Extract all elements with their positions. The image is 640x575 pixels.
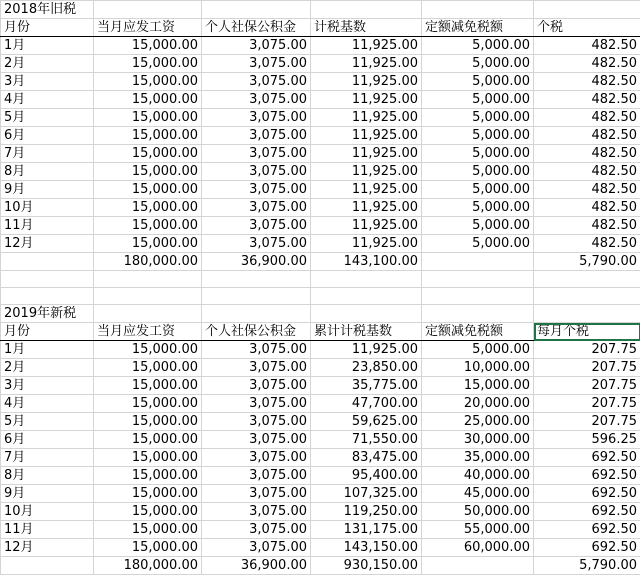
value-cell[interactable]: 20,000.00	[422, 395, 534, 413]
value-cell[interactable]: 3,075.00	[202, 181, 311, 199]
value-cell[interactable]: 59,625.00	[311, 413, 422, 431]
table-row	[1, 235, 640, 253]
month-cell[interactable]: 2月	[1, 359, 94, 377]
table-row	[1, 413, 640, 431]
value-cell[interactable]: 15,000.00	[94, 163, 202, 181]
table-row	[1, 199, 640, 217]
section-title-row	[1, 305, 640, 323]
value-cell[interactable]: 11,925.00	[311, 127, 422, 145]
empty-cell[interactable]	[202, 1, 311, 19]
value-cell[interactable]: 95,400.00	[311, 467, 422, 485]
value-cell[interactable]: 692.50	[534, 521, 640, 539]
value-cell[interactable]: 55,000.00	[422, 521, 534, 539]
total-cell[interactable]: 180,000.00	[94, 253, 202, 271]
value-cell[interactable]: 60,000.00	[422, 539, 534, 557]
month-cell[interactable]: 3月	[1, 73, 94, 91]
empty-cell[interactable]	[1, 271, 94, 288]
empty-cell[interactable]	[534, 288, 640, 305]
month-cell[interactable]: 9月	[1, 485, 94, 503]
empty-cell[interactable]	[94, 271, 202, 288]
value-cell[interactable]: 3,075.00	[202, 485, 311, 503]
value-cell[interactable]: 11,925.00	[311, 163, 422, 181]
empty-cell[interactable]	[94, 1, 202, 19]
empty-cell[interactable]	[534, 305, 640, 323]
table-row	[1, 431, 640, 449]
value-cell[interactable]: 5,000.00	[422, 145, 534, 163]
month-cell[interactable]: 11月	[1, 217, 94, 235]
value-cell[interactable]: 3,075.00	[202, 145, 311, 163]
value-cell[interactable]: 15,000.00	[94, 127, 202, 145]
total-cell[interactable]: 930,150.00	[311, 557, 422, 575]
column-header[interactable]: 月份	[1, 323, 94, 341]
value-cell[interactable]: 3,075.00	[202, 127, 311, 145]
value-cell[interactable]: 11,925.00	[311, 91, 422, 109]
value-cell[interactable]: 3,075.00	[202, 163, 311, 181]
value-cell[interactable]: 15,000.00	[94, 199, 202, 217]
month-cell[interactable]: 5月	[1, 109, 94, 127]
value-cell[interactable]: 482.50	[534, 217, 640, 235]
month-cell[interactable]: 7月	[1, 145, 94, 163]
value-cell[interactable]: 15,000.00	[94, 467, 202, 485]
column-header[interactable]: 计税基数	[311, 19, 422, 37]
value-cell[interactable]: 15,000.00	[94, 449, 202, 467]
table-row	[1, 181, 640, 199]
table-row	[1, 539, 640, 557]
table-row	[1, 55, 640, 73]
empty-cell[interactable]	[422, 305, 534, 323]
month-cell[interactable]: 6月	[1, 431, 94, 449]
value-cell[interactable]: 15,000.00	[94, 37, 202, 55]
value-cell[interactable]: 482.50	[534, 235, 640, 253]
value-cell[interactable]: 40,000.00	[422, 467, 534, 485]
value-cell[interactable]: 15,000.00	[94, 91, 202, 109]
month-cell[interactable]: 10月	[1, 199, 94, 217]
value-cell[interactable]: 596.25	[534, 431, 640, 449]
value-cell[interactable]: 5,000.00	[422, 55, 534, 73]
month-cell[interactable]: 1月	[1, 37, 94, 55]
value-cell[interactable]: 11,925.00	[311, 181, 422, 199]
value-cell[interactable]: 3,075.00	[202, 521, 311, 539]
value-cell[interactable]: 482.50	[534, 181, 640, 199]
value-cell[interactable]: 5,000.00	[422, 73, 534, 91]
value-cell[interactable]: 5,000.00	[422, 37, 534, 55]
value-cell[interactable]: 131,175.00	[311, 521, 422, 539]
month-cell[interactable]: 10月	[1, 503, 94, 521]
value-cell[interactable]: 5,000.00	[422, 199, 534, 217]
value-cell[interactable]: 3,075.00	[202, 467, 311, 485]
value-cell[interactable]: 11,925.00	[311, 341, 422, 359]
value-cell[interactable]: 5,000.00	[422, 127, 534, 145]
empty-cell[interactable]	[311, 271, 422, 288]
value-cell[interactable]: 692.50	[534, 539, 640, 557]
table-row	[1, 377, 640, 395]
table-row	[1, 73, 640, 91]
value-cell[interactable]: 15,000.00	[94, 431, 202, 449]
value-cell[interactable]: 15,000.00	[94, 235, 202, 253]
value-cell[interactable]: 207.75	[534, 341, 640, 359]
empty-cell[interactable]	[422, 271, 534, 288]
month-cell[interactable]: 12月	[1, 235, 94, 253]
month-cell[interactable]: 4月	[1, 91, 94, 109]
value-cell[interactable]: 25,000.00	[422, 413, 534, 431]
value-cell[interactable]: 692.50	[534, 503, 640, 521]
value-cell[interactable]: 5,000.00	[422, 235, 534, 253]
table-row	[1, 467, 640, 485]
section-title[interactable]: 2018年旧税	[1, 1, 94, 19]
total-cell[interactable]	[1, 253, 94, 271]
value-cell[interactable]: 5,000.00	[422, 181, 534, 199]
value-cell[interactable]: 15,000.00	[94, 145, 202, 163]
value-cell[interactable]: 119,250.00	[311, 503, 422, 521]
value-cell[interactable]: 15,000.00	[94, 341, 202, 359]
value-cell[interactable]: 10,000.00	[422, 359, 534, 377]
section-title-row	[1, 1, 640, 19]
value-cell[interactable]: 15,000.00	[94, 109, 202, 127]
empty-cell[interactable]	[534, 271, 640, 288]
value-cell[interactable]: 3,075.00	[202, 91, 311, 109]
value-cell[interactable]: 35,775.00	[311, 377, 422, 395]
value-cell[interactable]: 5,000.00	[422, 341, 534, 359]
value-cell[interactable]: 30,000.00	[422, 431, 534, 449]
month-cell[interactable]: 12月	[1, 539, 94, 557]
total-cell[interactable]: 36,900.00	[202, 557, 311, 575]
value-cell[interactable]: 3,075.00	[202, 503, 311, 521]
value-cell[interactable]: 207.75	[534, 359, 640, 377]
value-cell[interactable]: 3,075.00	[202, 539, 311, 557]
month-cell[interactable]: 4月	[1, 395, 94, 413]
value-cell[interactable]: 207.75	[534, 377, 640, 395]
month-cell[interactable]: 3月	[1, 377, 94, 395]
total-cell[interactable]: 5,790.00	[534, 253, 640, 271]
total-cell[interactable]: 180,000.00	[94, 557, 202, 575]
value-cell[interactable]: 15,000.00	[94, 413, 202, 431]
value-cell[interactable]: 15,000.00	[94, 55, 202, 73]
value-cell[interactable]: 71,550.00	[311, 431, 422, 449]
value-cell[interactable]: 692.50	[534, 449, 640, 467]
header-row	[1, 323, 640, 341]
value-cell[interactable]: 3,075.00	[202, 37, 311, 55]
empty-cell[interactable]	[94, 288, 202, 305]
value-cell[interactable]: 50,000.00	[422, 503, 534, 521]
value-cell[interactable]: 11,925.00	[311, 235, 422, 253]
empty-cell[interactable]	[311, 1, 422, 19]
value-cell[interactable]: 15,000.00	[422, 377, 534, 395]
value-cell[interactable]: 3,075.00	[202, 73, 311, 91]
month-cell[interactable]: 1月	[1, 341, 94, 359]
totals-row	[1, 557, 640, 575]
value-cell[interactable]: 11,925.00	[311, 199, 422, 217]
table-row	[1, 37, 640, 55]
value-cell[interactable]: 692.50	[534, 485, 640, 503]
section-title[interactable]: 2019年新税	[1, 305, 94, 323]
value-cell[interactable]: 47,700.00	[311, 395, 422, 413]
value-cell[interactable]: 482.50	[534, 145, 640, 163]
value-cell[interactable]: 15,000.00	[94, 181, 202, 199]
table-row	[1, 109, 640, 127]
value-cell[interactable]: 15,000.00	[94, 539, 202, 557]
value-cell[interactable]: 45,000.00	[422, 485, 534, 503]
table-row	[1, 395, 640, 413]
value-cell[interactable]: 3,075.00	[202, 395, 311, 413]
column-header[interactable]: 定额减免税额	[422, 323, 534, 341]
value-cell[interactable]: 5,000.00	[422, 163, 534, 181]
value-cell[interactable]: 11,925.00	[311, 37, 422, 55]
value-cell[interactable]: 3,075.00	[202, 235, 311, 253]
month-cell[interactable]: 5月	[1, 413, 94, 431]
empty-cell[interactable]	[534, 1, 640, 19]
total-cell[interactable]: 5,790.00	[534, 557, 640, 575]
value-cell[interactable]: 5,000.00	[422, 217, 534, 235]
empty-cell[interactable]	[94, 305, 202, 323]
column-header[interactable]: 个人社保公积金	[202, 19, 311, 37]
value-cell[interactable]: 15,000.00	[94, 217, 202, 235]
value-cell[interactable]: 207.75	[534, 413, 640, 431]
table-row	[1, 359, 640, 377]
value-cell[interactable]: 3,075.00	[202, 55, 311, 73]
column-header[interactable]: 定额减免税额	[422, 19, 534, 37]
header-row	[1, 19, 640, 37]
table-row	[1, 145, 640, 163]
month-cell[interactable]: 8月	[1, 163, 94, 181]
table-row	[1, 163, 640, 181]
value-cell[interactable]: 3,075.00	[202, 449, 311, 467]
column-header[interactable]: 个税	[534, 19, 640, 37]
table-row	[1, 127, 640, 145]
value-cell[interactable]: 482.50	[534, 163, 640, 181]
value-cell[interactable]: 3,075.00	[202, 377, 311, 395]
value-cell[interactable]: 11,925.00	[311, 55, 422, 73]
value-cell[interactable]: 482.50	[534, 199, 640, 217]
table-row	[1, 521, 640, 539]
value-cell[interactable]: 5,000.00	[422, 91, 534, 109]
table-row	[1, 449, 640, 467]
blank-row	[1, 271, 640, 288]
empty-cell[interactable]	[202, 271, 311, 288]
column-header[interactable]: 月份	[1, 19, 94, 37]
value-cell[interactable]: 15,000.00	[94, 485, 202, 503]
value-cell[interactable]: 3,075.00	[202, 359, 311, 377]
empty-cell[interactable]	[422, 1, 534, 19]
month-cell[interactable]: 7月	[1, 449, 94, 467]
total-cell[interactable]	[422, 253, 534, 271]
value-cell[interactable]: 482.50	[534, 37, 640, 55]
value-cell[interactable]: 15,000.00	[94, 73, 202, 91]
month-cell[interactable]: 9月	[1, 181, 94, 199]
value-cell[interactable]: 23,850.00	[311, 359, 422, 377]
value-cell[interactable]: 143,150.00	[311, 539, 422, 557]
value-cell[interactable]: 11,925.00	[311, 73, 422, 91]
value-cell[interactable]: 15,000.00	[94, 377, 202, 395]
value-cell[interactable]: 5,000.00	[422, 109, 534, 127]
value-cell[interactable]: 11,925.00	[311, 145, 422, 163]
column-header[interactable]: 当月应发工资	[94, 19, 202, 37]
table-row	[1, 485, 640, 503]
column-header[interactable]: 每月个税	[534, 323, 640, 341]
month-cell[interactable]: 8月	[1, 467, 94, 485]
value-cell[interactable]: 3,075.00	[202, 413, 311, 431]
table-row	[1, 503, 640, 521]
month-cell[interactable]: 2月	[1, 55, 94, 73]
table-row	[1, 217, 640, 235]
column-header[interactable]: 当月应发工资	[94, 323, 202, 341]
empty-cell[interactable]	[202, 305, 311, 323]
total-cell[interactable]	[1, 557, 94, 575]
value-cell[interactable]: 15,000.00	[94, 503, 202, 521]
value-cell[interactable]: 482.50	[534, 73, 640, 91]
empty-cell[interactable]	[1, 288, 94, 305]
column-header[interactable]: 个人社保公积金	[202, 323, 311, 341]
table-row	[1, 341, 640, 359]
value-cell[interactable]: 692.50	[534, 467, 640, 485]
empty-cell[interactable]	[422, 288, 534, 305]
column-header[interactable]: 累计计税基数	[311, 323, 422, 341]
month-cell[interactable]: 6月	[1, 127, 94, 145]
value-cell[interactable]: 3,075.00	[202, 341, 311, 359]
total-cell[interactable]: 143,100.00	[311, 253, 422, 271]
month-cell[interactable]: 11月	[1, 521, 94, 539]
value-cell[interactable]: 3,075.00	[202, 217, 311, 235]
value-cell[interactable]: 207.75	[534, 395, 640, 413]
value-cell[interactable]: 482.50	[534, 55, 640, 73]
table-row	[1, 91, 640, 109]
value-cell[interactable]: 3,075.00	[202, 431, 311, 449]
total-cell[interactable]	[422, 557, 534, 575]
value-cell[interactable]: 15,000.00	[94, 521, 202, 539]
total-cell[interactable]: 36,900.00	[202, 253, 311, 271]
value-cell[interactable]: 15,000.00	[94, 395, 202, 413]
value-cell[interactable]: 11,925.00	[311, 217, 422, 235]
blank-row	[1, 288, 640, 305]
value-cell[interactable]: 107,325.00	[311, 485, 422, 503]
value-cell[interactable]: 482.50	[534, 109, 640, 127]
value-cell[interactable]: 482.50	[534, 91, 640, 109]
empty-cell[interactable]	[311, 305, 422, 323]
value-cell[interactable]: 482.50	[534, 127, 640, 145]
value-cell[interactable]: 3,075.00	[202, 199, 311, 217]
empty-cell[interactable]	[202, 288, 311, 305]
empty-cell[interactable]	[311, 288, 422, 305]
totals-row	[1, 253, 640, 271]
value-cell[interactable]: 83,475.00	[311, 449, 422, 467]
value-cell[interactable]: 11,925.00	[311, 109, 422, 127]
value-cell[interactable]: 15,000.00	[94, 359, 202, 377]
value-cell[interactable]: 35,000.00	[422, 449, 534, 467]
value-cell[interactable]: 3,075.00	[202, 109, 311, 127]
